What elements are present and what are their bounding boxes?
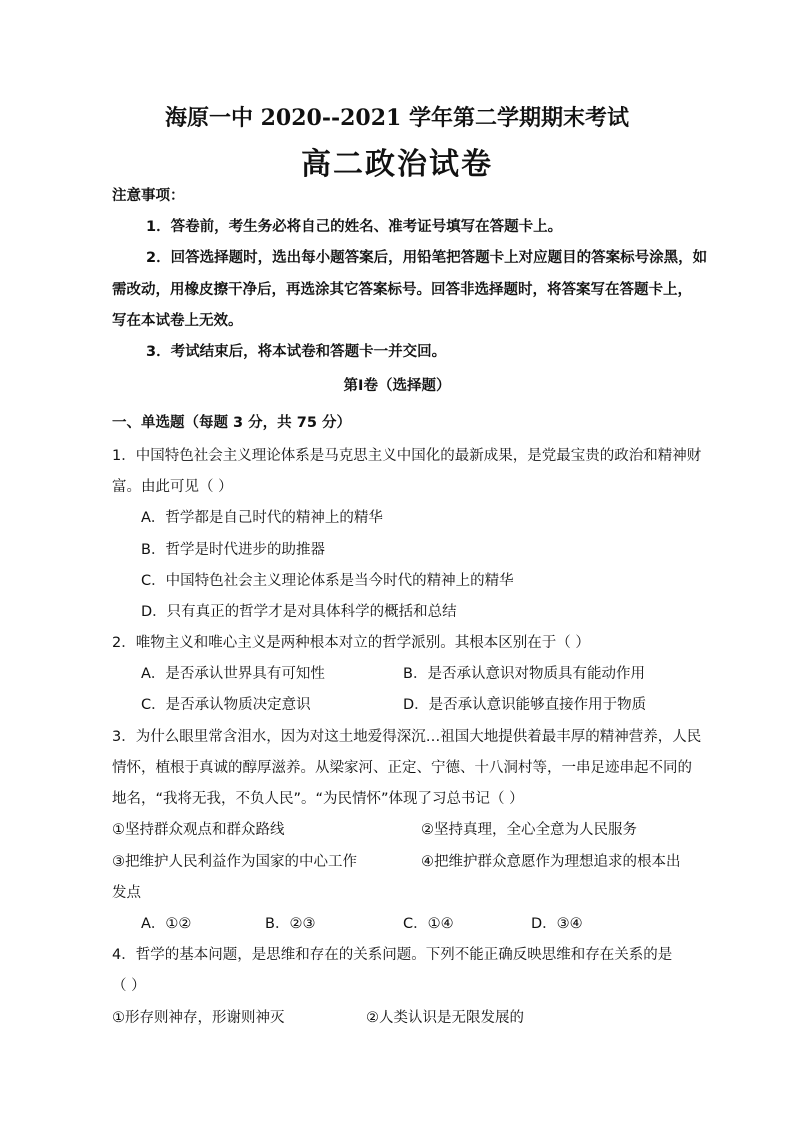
q1-option-d: D．只有真正的哲学才是对具体科学的概括和总结 — [141, 604, 457, 620]
q3-statement-4-line-1: ④把维护群众意愿作为理想追求的根本出 — [421, 854, 681, 870]
q3-stem-line-3: 地名，“我将无我，不负人民”。“为民情怀”体现了习总书记（ ） — [112, 791, 524, 807]
q1-option-a: A．哲学都是自己时代的精神上的精华 — [141, 510, 383, 526]
q3-option-a: A．①② — [141, 916, 192, 932]
exam-subtitle: 高二政治试卷 — [301, 147, 493, 182]
notice-item-2-line-3: 写在本试卷上无效。 — [112, 313, 243, 329]
q3-stem-line-1: 3．为什么眼里常含泪水，因为对这土地爱得深沉…祖国大地提供着最丰厚的精神营养，人民 — [112, 729, 702, 745]
q2-option-b: B．是否承认意识对物质具有能动作用 — [403, 666, 645, 682]
q3-statement-1: ①坚持群众观点和群众路线 — [112, 822, 285, 838]
q4-statement-1: ①形存则神存，形谢则神灭 — [112, 1010, 285, 1026]
q3-statement-2: ②坚持真理，全心全意为人民服务 — [421, 822, 637, 838]
q3-stem-line-2: 情怀，植根于真诚的醇厚滋养。从梁家河、正定、宁德、十八洞村等，一串足迹串起不同的 — [112, 760, 692, 776]
q3-option-b: B．②③ — [265, 916, 316, 932]
q4-statement-2: ②人类认识是无限发展的 — [366, 1010, 524, 1026]
part-heading: 一、单选题（每题 3 分，共 75 分） — [112, 415, 351, 431]
q2-option-c: C．是否承认物质决定意识 — [141, 697, 311, 713]
notice-heading: 注意事项： — [112, 188, 185, 204]
q4-stem-line-2: （ ） — [112, 978, 146, 994]
q2-option-a: A．是否承认世界具有可知性 — [141, 666, 325, 682]
q1-option-c: C．中国特色社会主义理论体系是当今时代的精神上的精华 — [141, 573, 514, 589]
notice-item-2-line-2: 需改动，用橡皮擦干净后，再选涂其它答案标号。回答非选择题时，将答案写在答题卡上， — [112, 282, 692, 298]
notice-item-2-line-1: 2．回答选择题时，选出每小题答案后，用铅笔把答题卡上对应题目的答案标号涂黑，如 — [146, 250, 708, 266]
q1-stem-line-2: 富。由此可见（ ） — [112, 479, 233, 495]
q2-option-d: D．是否承认意识能够直接作用于物质 — [403, 697, 647, 713]
q1-stem-line-1: 1．中国特色社会主义理论体系是马克思主义中国化的最新成果，是党最宝贵的政治和精神财 — [112, 448, 702, 464]
q3-option-d: D．③④ — [531, 916, 583, 932]
q1-option-b: B．哲学是时代进步的助推器 — [141, 542, 325, 558]
q4-stem-line-1: 4．哲学的基本问题，是思维和存在的关系问题。下列不能正确反映思维和存在关系的是 — [112, 947, 673, 963]
q3-option-c: C．①④ — [403, 916, 454, 932]
notice-item-1: 1．答卷前，考生务必将自己的姓名、准考证号填写在答题卡上。 — [146, 219, 563, 235]
q3-statement-4-line-2: 发点 — [112, 885, 141, 901]
section-title: 第Ⅰ卷（选择题） — [343, 378, 451, 394]
exam-title: 海原一中 2020--2021 学年第二学期期末考试 — [164, 105, 630, 131]
notice-item-3: 3．考试结束后，将本试卷和答题卡一并交回。 — [146, 344, 447, 360]
q2-stem: 2．唯物主义和唯心主义是两种根本对立的哲学派别。其根本区别在于（ ） — [112, 635, 590, 651]
q3-statement-3: ③把维护人民利益作为国家的中心工作 — [112, 854, 357, 870]
